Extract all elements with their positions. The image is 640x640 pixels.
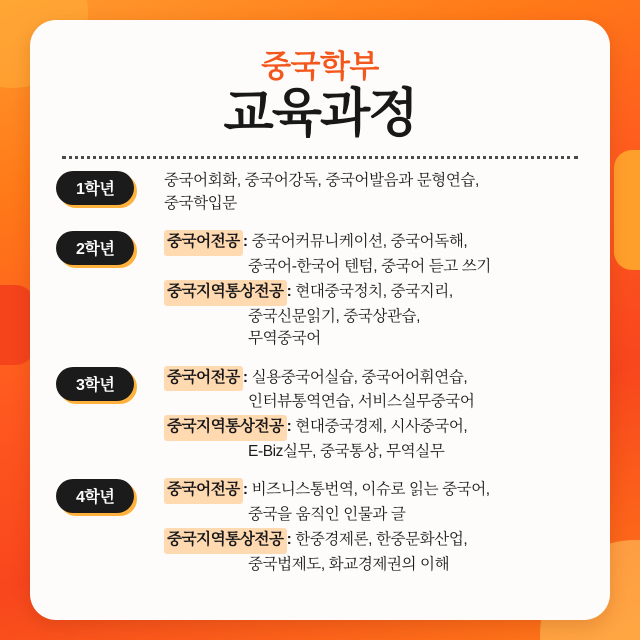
course-text: 실용중국어실습, 중국어어휘연습, [251,368,468,386]
course-line: 중국을 움직인 인물과 글 [248,505,406,523]
track-separator: : [286,418,292,436]
course-line: 무역중국어 [248,330,321,348]
track-separator: : [242,481,248,499]
department-name: 중국학부 [261,49,379,84]
year-block-2 [56,229,584,350]
course-text: 중국어커뮤니케이션, 중국어독해, [251,233,468,251]
track-separator: : [242,233,248,251]
track-tag-major-chinese: 중국어전공 [164,478,243,503]
year-courses-3 [164,365,584,464]
year-badge-4: 4학년 [56,479,134,513]
title-divider [62,156,578,159]
course-line: 중국신문읽기, 중국상관습, [248,307,421,325]
course-line: 인터뷰통역연습, 서비스실무중국어 [248,393,475,410]
course-text: 한중경제론, 한중문화산업, [295,531,468,549]
year-courses-4 [164,477,584,576]
track-tag-major-chinese: 중국어전공 [164,366,243,391]
track-separator: : [286,283,292,301]
page-title: 교육과정 [223,85,417,144]
year-block-1 [56,169,584,215]
course-line: 중국학입문 [164,194,237,212]
course-line: 중국어회화, 중국어강독, 중국어발음과 문형연습, [164,172,479,190]
track-line [164,415,584,440]
year-badge-1: 1학년 [56,171,134,205]
poster-card [30,20,610,620]
decorative-stripe-right [614,150,640,270]
track-line [164,528,584,553]
course-line: 중국어-한국어 텐텀, 중국어 듣고 쓰기 [248,257,491,275]
year-badge-wrap-4 [56,477,164,513]
track-line [164,366,584,391]
track-line [164,280,584,305]
year-block-3 [56,365,584,464]
year-block-4 [56,477,584,576]
decorative-stripe-left [0,285,34,365]
year-badge-2: 2학년 [56,231,134,265]
course-text: 현대중국정치, 중국지리, [295,283,453,301]
track-separator: : [242,368,248,386]
track-tag-regional-trade: 중국지역통상전공 [164,280,287,305]
year-courses-1 [164,169,584,215]
track-tag-regional-trade: 중국지역통상전공 [164,415,287,440]
course-line: E-Biz실무, 중국통상, 무역실무 [248,442,445,460]
year-courses-2 [164,229,584,350]
course-text: 현대중국경제, 시사중국어, [295,418,468,436]
year-badge-wrap-3 [56,365,164,401]
track-tag-regional-trade: 중국지역통상전공 [164,528,287,553]
year-badge-3: 3학년 [56,367,134,401]
track-line [164,230,584,255]
track-line [164,478,584,503]
course-text: 비즈니스통번역, 이슈로 읽는 중국어, [251,481,490,499]
track-separator: : [286,531,292,549]
year-badge-wrap-1 [56,169,164,205]
course-line: 중국법제도, 화교경제권의 이해 [248,555,450,573]
track-tag-major-chinese: 중국어전공 [164,230,243,255]
year-badge-wrap-2 [56,229,164,265]
